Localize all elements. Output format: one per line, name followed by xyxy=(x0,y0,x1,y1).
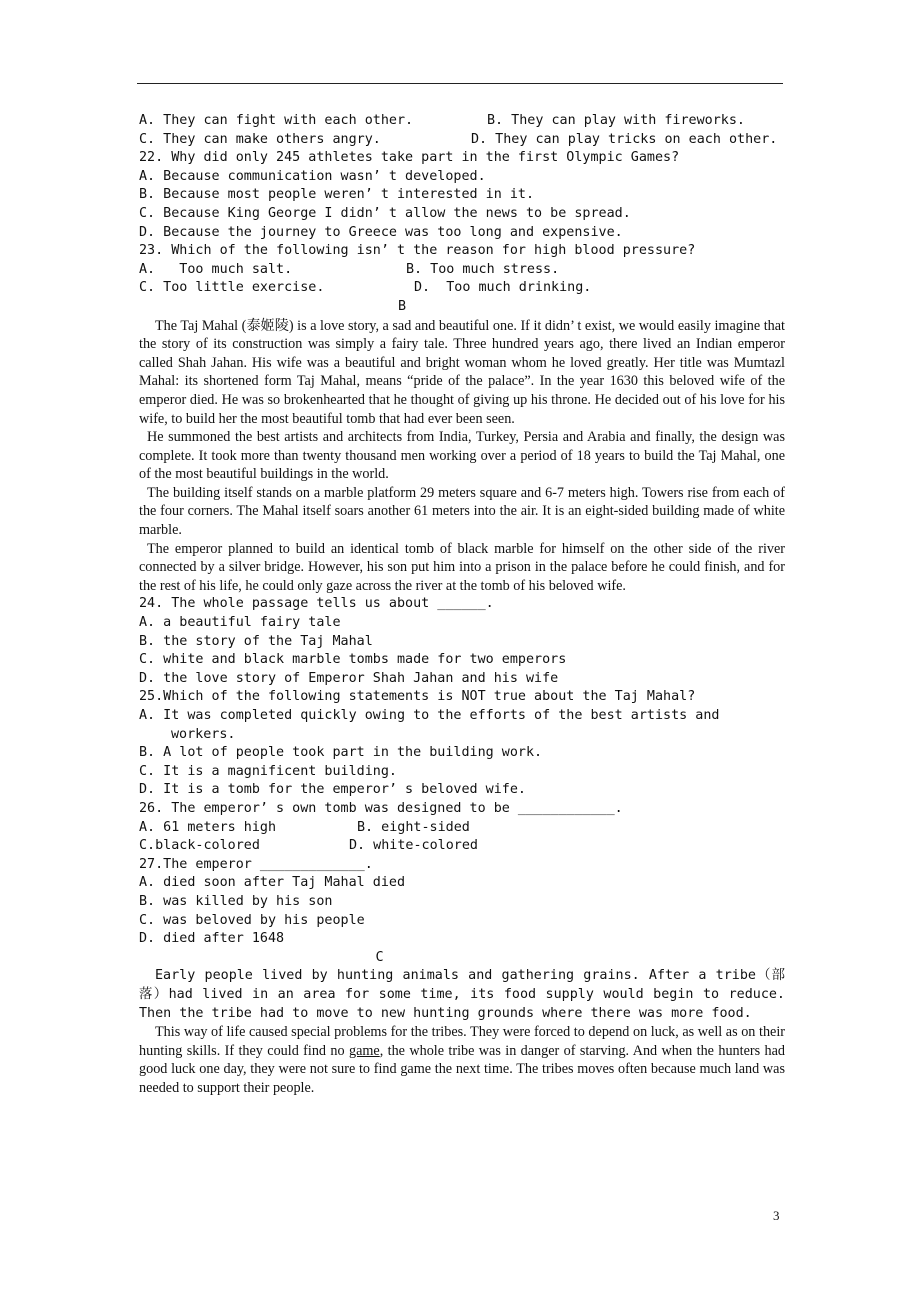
q27-stem: 27.The emperor _____________. xyxy=(139,856,373,872)
q21-option-b: B. They can play with fireworks. xyxy=(487,113,745,128)
q26-option-d: D. white-colored xyxy=(349,838,478,854)
q24-option-c: C. white and black marble tombs made for two emperors xyxy=(139,652,567,668)
section-c-paragraph-2 xyxy=(139,1023,785,1097)
section-b-heading: B xyxy=(397,298,407,314)
section-b-paragraph-2: He summoned the best artists and architects from India, Turkey, Persia and Arabia and finally, the design was complete. It took more than twenty thousand men working over a period of 18 years to build the Taj Mahal, one of the most beautiful buildings in the world. xyxy=(139,429,785,483)
q23-option-b: B. Too much stress. xyxy=(406,261,560,277)
q21-option-d: D. They can play tricks on each other. xyxy=(471,131,778,147)
q27-option-c: C. was beloved by his people xyxy=(139,912,365,928)
q21-option-c: C. They can make others angry. xyxy=(139,131,381,147)
section-c-paragraph-2-start: This way of life caused special problems for the tribes. They were forced to depend on luck, as well as on their hunting skills. If they could find no xyxy=(139,1024,785,1059)
section-c-paragraph-2-end: , the whole tribe was in danger of starving. And when the hunters had good luck one day, they were not sure to find game the next time. The tribes moves often because much land was needed to support their people. xyxy=(139,1042,785,1096)
q26-option-b: B. eight-sided xyxy=(357,819,470,835)
document-body xyxy=(139,112,785,1097)
q24-option-d: D. the love story of Emperor Shah Jahan and his wife xyxy=(139,670,559,686)
q24-option-b: B. the story of the Taj Mahal xyxy=(139,633,373,649)
q25-stem: 25.Which of the following statements is NOT true about the Taj Mahal? xyxy=(139,689,696,705)
q22-option-d: D. Because the journey to Greece was too long and expensive. xyxy=(139,224,623,240)
section-c-paragraph-1: Early people lived by hunting animals and gathering grains. After a tribe（部落）had lived in an area for some time, its food supply would begin to reduce. Then the tribe had to move to new hunting grounds where there was more food. xyxy=(139,968,785,1021)
header-rule xyxy=(137,83,783,84)
section-b-paragraph-3: The building itself stands on a marble platform 29 meters square and 6-7 meters high. Towers rise from each of the four corners. The Mahal itself soars another 61 meters into the air. It is an eight-sided building made of white marble. xyxy=(139,484,785,539)
q25-option-a-line-1: A. It was completed quickly owing to the efforts of the best artists and xyxy=(139,708,720,723)
q26-stem: 26. The emperor’ s own tomb was designed to be ____________. xyxy=(139,800,623,816)
section-c-heading: C xyxy=(375,949,384,965)
page-number: 3 xyxy=(773,1208,780,1223)
section-b-paragraph-1: The Taj Mahal (泰姬陵) is a love story, a sad and beautiful one. If it didn’ t exist, we would easily imagine that the story of its construction was simply a fairy tale. Three hundred years ago, there lived an Indian emperor called Shah Jahan. His wife was a beautiful and bright woman whom he loved greatly. Her title was Mumtazl Mahal: its shortened form Taj Mahal, means “pride of the palace”. In the year 1630 this beloved wife of the emperor died. He was so brokenhearted that he thought of giving up his throne. He decided out of his love for his wife, to build her the most beautiful tomb that had ever been seen. xyxy=(139,317,785,427)
q23-option-a: A. Too much salt. xyxy=(139,261,293,277)
q26-options-row-2 xyxy=(139,837,785,856)
q23-options-row-1 xyxy=(139,261,785,280)
q26-option-a: A. 61 meters high xyxy=(139,819,277,835)
q25-option-b: B. A lot of people took part in the building work. xyxy=(139,745,543,761)
q22-option-a: A. Because communication wasn’ t developed. xyxy=(139,168,486,184)
q21-options-row-2 xyxy=(139,131,785,150)
q26-options-row-1 xyxy=(139,819,785,838)
q22-option-c: C. Because King George I didn’ t allow the news to be spread. xyxy=(139,205,631,221)
q26-option-c: C.black-colored xyxy=(139,838,260,854)
q25-option-c: C. It is a magnificent building. xyxy=(139,763,397,779)
q21-option-a: A. They can fight with each other. xyxy=(139,113,414,128)
q27-option-b: B. was killed by his son xyxy=(139,893,333,909)
q22-option-b: B. Because most people weren’ t interested in it. xyxy=(139,187,535,203)
q24-option-a: A. a beautiful fairy tale xyxy=(139,615,341,631)
section-b-paragraph-4: The emperor planned to build an identical tomb of black marble for himself on the other side of the river connected by a silver bridge. However, his son put him into a prison in the palace before he could finish, and for the rest of his life, he could only gaze across the river at the tomb of his beloved wife. xyxy=(139,540,785,594)
q22-stem: 22. Why did only 245 athletes take part in the first Olympic Games? xyxy=(139,150,680,166)
q23-stem: 23. Which of the following isn’ t the reason for high blood pressure? xyxy=(139,243,696,259)
underlined-word-game: game xyxy=(348,1042,380,1059)
q27-option-a: A. died soon after Taj Mahal died xyxy=(139,875,406,891)
q23-option-c: C. Too little exercise. xyxy=(139,280,325,296)
q23-options-row-2 xyxy=(139,279,785,298)
q27-option-d: D. died after 1648 xyxy=(139,931,285,947)
q25-option-d: D. It is a tomb for the emperor’ s beloved wife. xyxy=(139,782,526,798)
q21-options-row-1 xyxy=(139,112,785,131)
q23-option-d: D. Too much drinking. xyxy=(414,280,592,296)
q24-stem: 24. The whole passage tells us about ______. xyxy=(139,596,494,612)
q25-option-a-line-2: workers. xyxy=(171,726,236,742)
